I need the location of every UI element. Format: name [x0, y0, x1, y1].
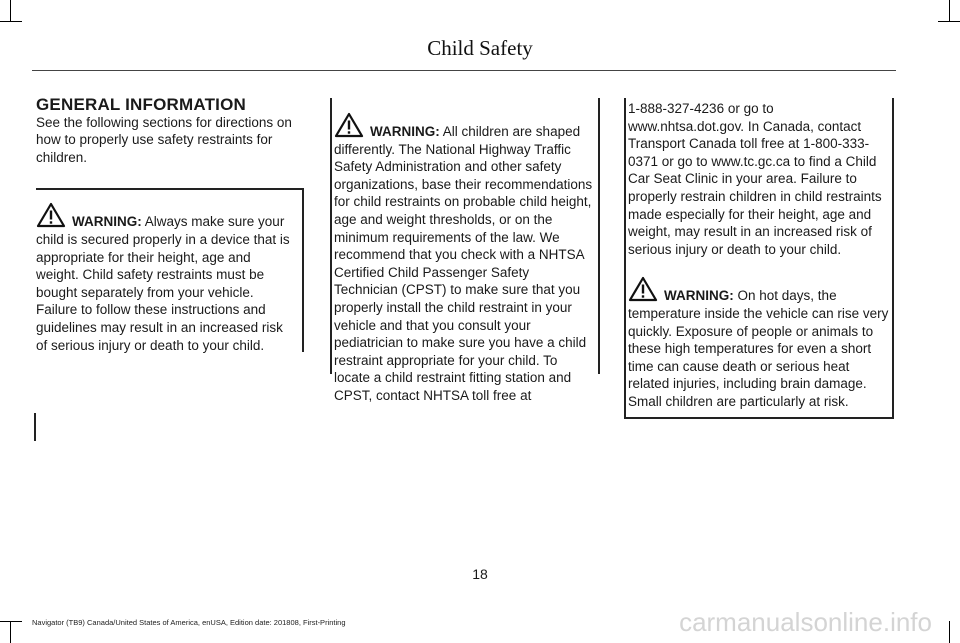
warning-triangle-icon — [334, 112, 364, 138]
warning-text-2 — [334, 106, 596, 405]
warning-label: WARNING: — [664, 288, 734, 304]
warning-body-2b: 1-888-327-4236 or go to www.nhtsa.dot.gov. In Canada, contact Transport Canada toll free at 1-800-333-0371 or go to www.tc.gc.ca to find a Child Car Seat Clinic in your area. Failure to properly restrain children in child restraints made especially for their height, age and weight, may result in an increased risk of serious injury or death to your child. — [628, 101, 882, 257]
crop-mark — [949, 0, 950, 22]
warning-label: WARNING: — [370, 124, 440, 139]
column-1 — [36, 96, 304, 352]
warning-body-1: Always make sure your child is secured properly in a device that is appropriate for their height, age and weight. Child safety restraints must be bought separately from your vehicle. Failure to follow these instructions and guidelines may result in an increased risk of serious injury or death to your child. — [36, 214, 290, 353]
intro-paragraph: See the following sections for directions on how to properly use safety restraints for children. — [36, 114, 292, 165]
warning-box-1-left-border — [34, 413, 36, 441]
crop-mark — [0, 21, 22, 22]
header-divider — [32, 70, 896, 71]
warning-box-2 — [330, 98, 600, 403]
warning-box-3 — [624, 262, 894, 418]
warning-text-3 — [628, 276, 890, 410]
crop-mark — [949, 621, 950, 643]
warning-body-2a: All children are shaped differently. The National Highway Traffic Safety Administration and other safety organizations, base their recommendations for child restraints on probable child height, age and weight thresholds, or on the minimum requirements of the law. We recommend that you check with a NHTSA Certified Child Passenger Safety Technician (CPST) to make sure that you properly install the child restraint in your vehicle and that you consult your pediatrician to make sure you have a child restraint appropriate for your child. To locate a child restraint fitting station and CPST, contact NHTSA toll free at — [334, 124, 593, 403]
column-3 — [624, 98, 894, 419]
footer-edition-info: Navigator (TB9) Canada/United States of America, enUSA, Edition date: 201808, First-Printing — [32, 618, 346, 627]
page-number: 18 — [472, 566, 488, 582]
section-title: GENERAL INFORMATION — [36, 95, 246, 114]
warning-box-1 — [36, 188, 304, 352]
crop-mark — [0, 621, 22, 622]
warning-body-3: On hot days, the temperature inside the vehicle can rise very quickly. Exposure of people or animals to these high temperatures for even a short time can cause death or serious heat related injuries, including brain damage. Small children are particularly at risk. — [628, 288, 889, 409]
watermark: carmanualsonline.info — [679, 607, 932, 637]
warning-label: WARNING: — [72, 214, 142, 230]
crop-mark — [938, 21, 960, 22]
warning-triangle-icon — [36, 202, 66, 228]
crop-mark — [10, 621, 11, 643]
page-title: Child Safety — [427, 36, 533, 60]
warning-box-2-continued — [624, 98, 894, 262]
column-2 — [330, 98, 600, 403]
warning-triangle-icon — [628, 276, 658, 302]
warning-text-1 — [36, 202, 294, 354]
crop-mark — [10, 0, 11, 22]
